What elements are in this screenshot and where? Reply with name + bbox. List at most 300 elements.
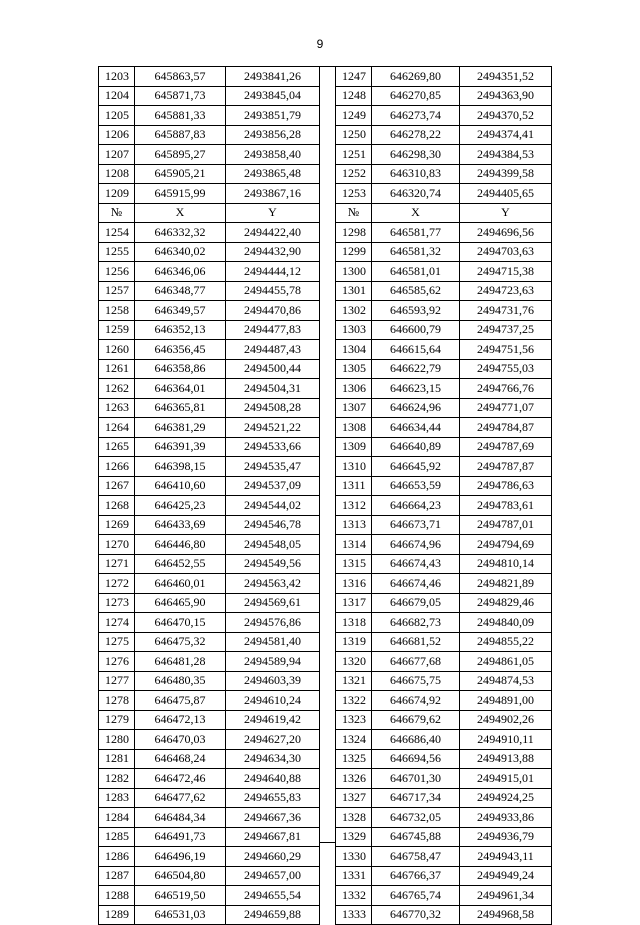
x-coordinate: 646673,71: [372, 515, 460, 535]
point-number: 1328: [336, 808, 372, 828]
x-coordinate: 646475,87: [135, 691, 226, 711]
point-number: 1248: [336, 86, 372, 106]
x-coordinate: 646770,32: [372, 905, 460, 925]
y-coordinate: 2494891,00: [460, 691, 552, 711]
y-coordinate: 2494569,61: [226, 593, 320, 613]
x-coordinate: 646348,77: [135, 281, 226, 301]
x-coordinate: 646470,15: [135, 613, 226, 633]
y-coordinate: 2494855,22: [460, 632, 552, 652]
point-number: 1203: [99, 67, 135, 87]
y-coordinate: 2494874,53: [460, 671, 552, 691]
point-number: 1332: [336, 886, 372, 906]
x-coordinate: 646504,80: [135, 866, 226, 886]
point-number: 1286: [99, 847, 135, 867]
x-coordinate: 646298,30: [372, 145, 460, 165]
table-row: [336, 457, 552, 477]
point-number: 1329: [336, 827, 372, 847]
table-row: [99, 281, 320, 301]
point-number: 1327: [336, 788, 372, 808]
point-number: 1288: [99, 886, 135, 906]
x-coordinate: 646273,74: [372, 106, 460, 126]
x-coordinate: 646615,64: [372, 340, 460, 360]
y-coordinate: 2494432,90: [226, 242, 320, 262]
table-row: [99, 593, 320, 613]
table-row: [99, 301, 320, 321]
x-coordinate: 646349,57: [135, 301, 226, 321]
point-number: 1302: [336, 301, 372, 321]
rows-bottom: [99, 223, 320, 925]
x-coordinate: 646758,47: [372, 847, 460, 867]
point-number: 1278: [99, 691, 135, 711]
point-number: 1318: [336, 613, 372, 633]
table-row: [99, 164, 320, 184]
y-coordinate: 2494787,69: [460, 437, 552, 457]
x-coordinate: 646674,92: [372, 691, 460, 711]
y-coordinate: 2494455,78: [226, 281, 320, 301]
y-coordinate: 2494384,53: [460, 145, 552, 165]
x-coordinate: 646674,96: [372, 535, 460, 555]
y-coordinate: 2493867,16: [226, 184, 320, 204]
y-coordinate: 2494634,30: [226, 749, 320, 769]
x-coordinate: 645905,21: [135, 164, 226, 184]
x-coordinate: 646640,89: [372, 437, 460, 457]
y-coordinate: 2494444,12: [226, 262, 320, 282]
x-coordinate: 646278,22: [372, 125, 460, 145]
y-coordinate: 2494667,36: [226, 808, 320, 828]
point-number: 1316: [336, 574, 372, 594]
x-coordinate: 646320,74: [372, 184, 460, 204]
table-row: [99, 613, 320, 633]
point-number: 1301: [336, 281, 372, 301]
point-number: 1276: [99, 652, 135, 672]
x-coordinate: 646465,90: [135, 593, 226, 613]
point-number: 1251: [336, 145, 372, 165]
point-number: 1282: [99, 769, 135, 789]
y-coordinate: 2494696,56: [460, 223, 552, 243]
x-coordinate: 646645,92: [372, 457, 460, 477]
x-coordinate: 646410,60: [135, 476, 226, 496]
table-row: [99, 125, 320, 145]
y-coordinate: 2494422,40: [226, 223, 320, 243]
point-number: 1209: [99, 184, 135, 204]
point-number: 1275: [99, 632, 135, 652]
y-coordinate: 2494405,65: [460, 184, 552, 204]
table-row: [99, 769, 320, 789]
y-coordinate: 2494766,76: [460, 379, 552, 399]
point-number: 1271: [99, 554, 135, 574]
y-coordinate: 2494667,81: [226, 827, 320, 847]
y-coordinate: 2494603,39: [226, 671, 320, 691]
x-coordinate: 646677,68: [372, 652, 460, 672]
y-coordinate: 2494619,42: [226, 710, 320, 730]
rows-top: [336, 67, 552, 204]
point-number: 1252: [336, 164, 372, 184]
table-row: [336, 652, 552, 672]
header-y: Y: [460, 203, 552, 223]
y-coordinate: 2494861,05: [460, 652, 552, 672]
point-number: 1207: [99, 145, 135, 165]
table-row: [99, 476, 320, 496]
x-coordinate: 645881,33: [135, 106, 226, 126]
x-coordinate: 646269,80: [372, 67, 460, 87]
point-number: 1309: [336, 437, 372, 457]
y-coordinate: 2494784,87: [460, 418, 552, 438]
point-number: 1263: [99, 398, 135, 418]
point-number: 1313: [336, 515, 372, 535]
table-row: [336, 340, 552, 360]
table-row: [99, 223, 320, 243]
x-coordinate: 646480,35: [135, 671, 226, 691]
x-coordinate: 646679,62: [372, 710, 460, 730]
table-row: [336, 886, 552, 906]
point-number: 1279: [99, 710, 135, 730]
y-coordinate: 2494913,88: [460, 749, 552, 769]
point-number: 1333: [336, 905, 372, 925]
x-coordinate: 646682,73: [372, 613, 460, 633]
point-number: 1253: [336, 184, 372, 204]
point-number: 1272: [99, 574, 135, 594]
table-row: [99, 886, 320, 906]
coordinates-table-left: [98, 66, 320, 925]
table-row: [336, 808, 552, 828]
x-coordinate: 645863,57: [135, 67, 226, 87]
header-row-group: [336, 203, 552, 223]
table-row: [336, 515, 552, 535]
point-number: 1256: [99, 262, 135, 282]
point-number: 1330: [336, 847, 372, 867]
x-coordinate: 646332,32: [135, 223, 226, 243]
table-row: [99, 359, 320, 379]
y-coordinate: 2494794,69: [460, 535, 552, 555]
point-number: 1289: [99, 905, 135, 925]
table-row: [99, 496, 320, 516]
y-coordinate: 2494500,44: [226, 359, 320, 379]
y-coordinate: 2494546,78: [226, 515, 320, 535]
point-number: 1273: [99, 593, 135, 613]
table-row: [336, 301, 552, 321]
point-number: 1321: [336, 671, 372, 691]
point-number: 1300: [336, 262, 372, 282]
table-row: [336, 613, 552, 633]
table-row: [99, 398, 320, 418]
x-coordinate: 646433,69: [135, 515, 226, 535]
x-coordinate: 646732,05: [372, 808, 460, 828]
y-coordinate: 2494771,07: [460, 398, 552, 418]
point-number: 1264: [99, 418, 135, 438]
table-row: [99, 457, 320, 477]
y-coordinate: 2494504,31: [226, 379, 320, 399]
x-coordinate: 646674,46: [372, 574, 460, 594]
y-coordinate: 2494581,40: [226, 632, 320, 652]
point-number: 1287: [99, 866, 135, 886]
table-row: [336, 67, 552, 87]
point-number: 1247: [336, 67, 372, 87]
table-row: [336, 554, 552, 574]
x-coordinate: 645871,73: [135, 86, 226, 106]
point-number: 1281: [99, 749, 135, 769]
table-row: [336, 359, 552, 379]
header-x: X: [135, 203, 226, 223]
x-coordinate: 646270,85: [372, 86, 460, 106]
column-gap: [319, 66, 335, 843]
y-coordinate: 2494840,09: [460, 613, 552, 633]
table-row: [336, 593, 552, 613]
x-coordinate: 646477,62: [135, 788, 226, 808]
y-coordinate: 2494755,03: [460, 359, 552, 379]
y-coordinate: 2494737,25: [460, 320, 552, 340]
y-coordinate: 2494655,54: [226, 886, 320, 906]
table-row: [99, 242, 320, 262]
point-number: 1268: [99, 496, 135, 516]
x-coordinate: 646496,19: [135, 847, 226, 867]
x-coordinate: 646364,01: [135, 379, 226, 399]
x-coordinate: 646475,32: [135, 632, 226, 652]
table-row: [99, 86, 320, 106]
x-coordinate: 646600,79: [372, 320, 460, 340]
table-row: [99, 106, 320, 126]
y-coordinate: 2494786,63: [460, 476, 552, 496]
x-coordinate: 646381,29: [135, 418, 226, 438]
point-number: 1325: [336, 749, 372, 769]
point-number: 1322: [336, 691, 372, 711]
x-coordinate: 645887,83: [135, 125, 226, 145]
x-coordinate: 646519,50: [135, 886, 226, 906]
x-coordinate: 646531,03: [135, 905, 226, 925]
y-coordinate: 2494576,86: [226, 613, 320, 633]
y-coordinate: 2494477,83: [226, 320, 320, 340]
header-y: Y: [226, 203, 320, 223]
y-coordinate: 2494783,61: [460, 496, 552, 516]
table-row: [99, 749, 320, 769]
x-coordinate: 646398,15: [135, 457, 226, 477]
table-row: [336, 242, 552, 262]
y-coordinate: 2493845,04: [226, 86, 320, 106]
y-coordinate: 2493856,28: [226, 125, 320, 145]
table-row: [336, 437, 552, 457]
table-row: [336, 691, 552, 711]
point-number: 1258: [99, 301, 135, 321]
x-coordinate: 646593,92: [372, 301, 460, 321]
table-row: [336, 223, 552, 243]
table-row: [99, 827, 320, 847]
x-coordinate: 646481,28: [135, 652, 226, 672]
y-coordinate: 2494533,66: [226, 437, 320, 457]
point-number: 1260: [99, 340, 135, 360]
point-number: 1285: [99, 827, 135, 847]
table-row: [99, 847, 320, 867]
point-number: 1265: [99, 437, 135, 457]
table-row: [336, 749, 552, 769]
y-coordinate: 2494961,34: [460, 886, 552, 906]
y-coordinate: 2494910,11: [460, 730, 552, 750]
table-row: [336, 788, 552, 808]
table-row: [99, 418, 320, 438]
x-coordinate: 646717,34: [372, 788, 460, 808]
x-coordinate: 646581,32: [372, 242, 460, 262]
x-coordinate: 646484,34: [135, 808, 226, 828]
table-row: [336, 632, 552, 652]
x-coordinate: 646581,77: [372, 223, 460, 243]
x-coordinate: 646346,06: [135, 262, 226, 282]
y-coordinate: 2494610,24: [226, 691, 320, 711]
y-coordinate: 2494660,29: [226, 847, 320, 867]
point-number: 1204: [99, 86, 135, 106]
table-row: [336, 125, 552, 145]
table-row: [99, 574, 320, 594]
point-number: 1317: [336, 593, 372, 613]
y-coordinate: 2494829,46: [460, 593, 552, 613]
y-coordinate: 2494787,01: [460, 515, 552, 535]
point-number: 1206: [99, 125, 135, 145]
y-coordinate: 2494933,86: [460, 808, 552, 828]
table-row: [336, 769, 552, 789]
table-row: [336, 710, 552, 730]
table-row: [99, 340, 320, 360]
x-coordinate: 646365,81: [135, 398, 226, 418]
point-number: 1277: [99, 671, 135, 691]
header-row: [336, 203, 552, 223]
table-row: [336, 398, 552, 418]
point-number: 1266: [99, 457, 135, 477]
y-coordinate: 2494924,25: [460, 788, 552, 808]
x-coordinate: 646634,44: [372, 418, 460, 438]
x-coordinate: 646472,46: [135, 769, 226, 789]
point-number: 1308: [336, 418, 372, 438]
x-coordinate: 646653,59: [372, 476, 460, 496]
point-number: 1208: [99, 164, 135, 184]
x-coordinate: 646745,88: [372, 827, 460, 847]
table-row: [99, 184, 320, 204]
table-row: [336, 184, 552, 204]
header-row: [99, 203, 320, 223]
y-coordinate: 2493858,40: [226, 145, 320, 165]
table-row: [99, 866, 320, 886]
point-number: 1304: [336, 340, 372, 360]
table-row: [336, 379, 552, 399]
y-coordinate: 2494508,28: [226, 398, 320, 418]
y-coordinate: 2494703,63: [460, 242, 552, 262]
point-number: 1254: [99, 223, 135, 243]
x-coordinate: 646624,96: [372, 398, 460, 418]
table-row: [336, 671, 552, 691]
y-coordinate: 2494821,89: [460, 574, 552, 594]
table-row: [336, 106, 552, 126]
x-coordinate: 646468,24: [135, 749, 226, 769]
x-coordinate: 646470,03: [135, 730, 226, 750]
table-row: [336, 476, 552, 496]
table-row: [99, 554, 320, 574]
table-row: [99, 710, 320, 730]
y-coordinate: 2494731,76: [460, 301, 552, 321]
y-coordinate: 2494521,22: [226, 418, 320, 438]
y-coordinate: 2494374,41: [460, 125, 552, 145]
y-coordinate: 2494751,56: [460, 340, 552, 360]
point-number: 1305: [336, 359, 372, 379]
x-coordinate: 645895,27: [135, 145, 226, 165]
table-row: [336, 320, 552, 340]
table-row: [99, 145, 320, 165]
y-coordinate: 2494548,05: [226, 535, 320, 555]
point-number: 1331: [336, 866, 372, 886]
point-number: 1250: [336, 125, 372, 145]
table-row: [336, 730, 552, 750]
point-number: 1262: [99, 379, 135, 399]
table-row: [99, 515, 320, 535]
table-row: [99, 905, 320, 925]
header-row-group: [99, 203, 320, 223]
y-coordinate: 2494535,47: [226, 457, 320, 477]
point-number: 1269: [99, 515, 135, 535]
point-number: 1298: [336, 223, 372, 243]
point-number: 1284: [99, 808, 135, 828]
y-coordinate: 2494370,52: [460, 106, 552, 126]
table-row: [99, 730, 320, 750]
header-num: №: [99, 203, 135, 223]
table-row: [336, 418, 552, 438]
x-coordinate: 646352,13: [135, 320, 226, 340]
point-number: 1283: [99, 788, 135, 808]
x-coordinate: 646310,83: [372, 164, 460, 184]
x-coordinate: 646472,13: [135, 710, 226, 730]
x-coordinate: 646623,15: [372, 379, 460, 399]
x-coordinate: 645915,99: [135, 184, 226, 204]
x-coordinate: 646765,74: [372, 886, 460, 906]
table-row: [336, 164, 552, 184]
point-number: 1312: [336, 496, 372, 516]
point-number: 1259: [99, 320, 135, 340]
y-coordinate: 2494968,58: [460, 905, 552, 925]
x-coordinate: 646674,43: [372, 554, 460, 574]
x-coordinate: 646425,23: [135, 496, 226, 516]
y-coordinate: 2494810,14: [460, 554, 552, 574]
table-row: [99, 691, 320, 711]
table-row: [99, 379, 320, 399]
x-coordinate: 646622,79: [372, 359, 460, 379]
x-coordinate: 646460,01: [135, 574, 226, 594]
coordinates-table-right: [335, 66, 552, 925]
y-coordinate: 2493841,26: [226, 67, 320, 87]
point-number: 1319: [336, 632, 372, 652]
point-number: 1299: [336, 242, 372, 262]
table-row: [336, 145, 552, 165]
y-coordinate: 2494399,58: [460, 164, 552, 184]
x-coordinate: 646446,80: [135, 535, 226, 555]
y-coordinate: 2494363,90: [460, 86, 552, 106]
x-coordinate: 646675,75: [372, 671, 460, 691]
table-row: [336, 535, 552, 555]
point-number: 1315: [336, 554, 372, 574]
y-coordinate: 2494640,88: [226, 769, 320, 789]
point-number: 1280: [99, 730, 135, 750]
y-coordinate: 2494627,20: [226, 730, 320, 750]
point-number: 1205: [99, 106, 135, 126]
y-coordinate: 2494787,87: [460, 457, 552, 477]
table-row: [336, 866, 552, 886]
table-row: [99, 67, 320, 87]
table-row: [99, 320, 320, 340]
table-row: [99, 652, 320, 672]
y-coordinate: 2494936,79: [460, 827, 552, 847]
y-coordinate: 2494470,86: [226, 301, 320, 321]
x-coordinate: 646701,30: [372, 769, 460, 789]
table-row: [99, 808, 320, 828]
table-row: [336, 847, 552, 867]
x-coordinate: 646664,23: [372, 496, 460, 516]
header-x: X: [372, 203, 460, 223]
table-row: [336, 496, 552, 516]
y-coordinate: 2494915,01: [460, 769, 552, 789]
y-coordinate: 2494549,56: [226, 554, 320, 574]
